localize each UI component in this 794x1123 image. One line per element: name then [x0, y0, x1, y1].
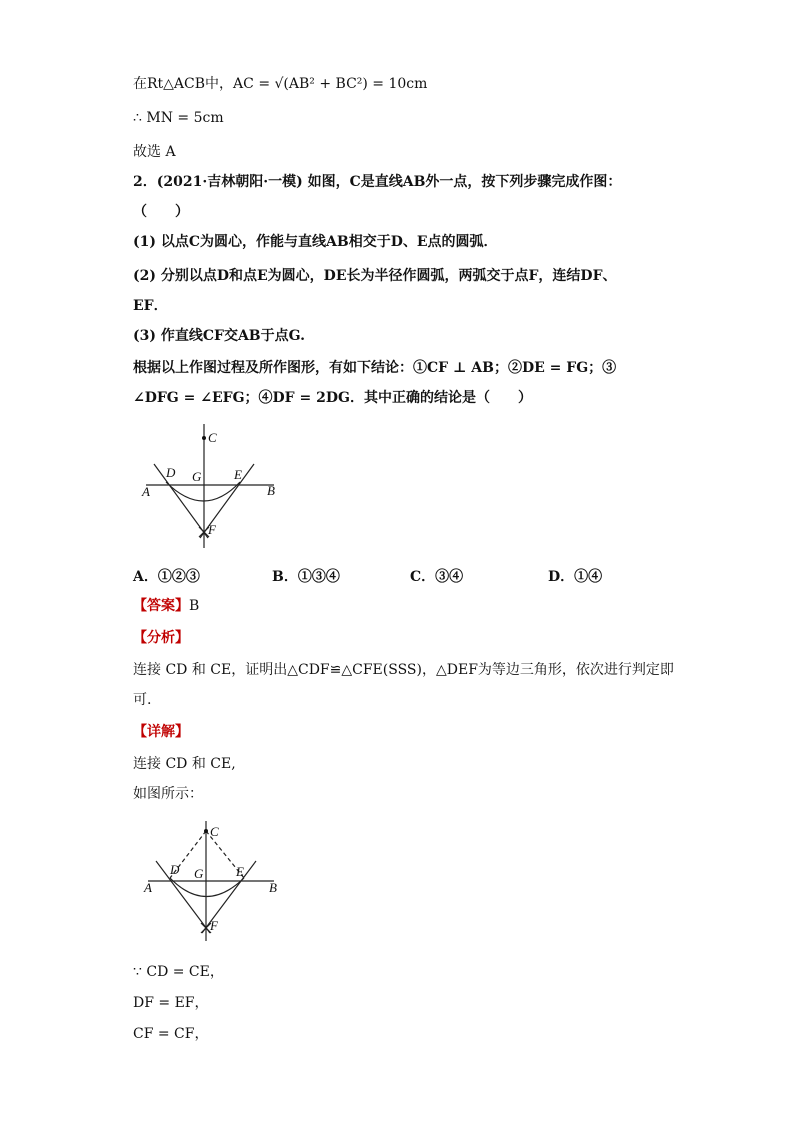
label-g-2: G	[194, 866, 204, 881]
label-f-2: F	[210, 918, 218, 933]
label-f: F	[208, 522, 216, 537]
point-c	[202, 436, 206, 440]
option-a: A．①②③	[133, 569, 200, 585]
label-b: B	[267, 483, 275, 498]
construction-figure-2	[142, 815, 302, 955]
detail-line-4: DF = EF，	[133, 995, 209, 1011]
label-e: E	[234, 467, 242, 482]
analysis-tag: 【分析】	[133, 630, 189, 646]
detail-line-1: 连接 CD 和 CE,	[133, 756, 236, 772]
option-c: C．③④	[410, 569, 464, 585]
label-d-2: D	[170, 862, 180, 877]
question-title: 2．(2021·吉林朝阳·一模) 如图，C是直线AB外一点，按下列步骤完成作图：	[133, 174, 622, 190]
text-line-mn: ∴ MN = 5cm	[133, 110, 224, 126]
analysis-line-2: 可.	[133, 692, 152, 708]
text-line-choose-a: 故选 A	[133, 144, 176, 160]
analysis-line-1: 连接 CD 和 CE，证明出△CDF≌△CFE(SSS)，△DEF为等边三角形，依次进行判定即	[133, 662, 674, 678]
answer-value: B	[189, 598, 200, 614]
point-c-2	[204, 829, 208, 833]
step-1: (1) 以点C为圆心，作能与直线AB相交于D、E点的圆弧．	[133, 234, 498, 250]
label-d: D	[166, 465, 176, 480]
detail-line-2: 如图所示：	[133, 786, 203, 802]
step-2-b: EF．	[133, 298, 168, 314]
answer-line	[133, 596, 199, 616]
detail-line-5: CF = CF，	[133, 1026, 209, 1042]
step-3: (3) 作直线CF交AB于点G.	[133, 328, 305, 344]
option-d: D．①④	[548, 569, 603, 585]
option-b: B．①③④	[272, 569, 340, 585]
text-line-pythagoras: 在Rt△ACB中，AC = √(AB² + BC²) = 10cm	[133, 76, 428, 92]
label-g: G	[192, 469, 202, 484]
label-c: C	[208, 430, 217, 445]
label-a-2: A	[144, 880, 152, 895]
conclusions-a: 根据以上作图过程及所作图形，有如下结论：①CF ⊥ AB；②DE = FG；③	[133, 360, 617, 376]
construction-figure-1	[140, 420, 300, 560]
label-c-2: C	[210, 824, 219, 839]
label-a: A	[142, 484, 150, 499]
step-2-a: (2) 分别以点D和点E为圆心，DE长为半径作圆弧，两弧交于点F，连结DF、	[133, 268, 617, 284]
detail-line-3: ∵ CD = CE，	[133, 964, 224, 980]
answer-tag: 【答案】	[133, 598, 189, 614]
question-paren: （ ）	[133, 204, 189, 220]
detail-tag: 【详解】	[133, 724, 189, 740]
label-b-2: B	[269, 880, 277, 895]
conclusions-b: ∠DFG = ∠EFG；④DF = 2DG．其中正确的结论是（ ）	[133, 390, 532, 406]
label-e-2: E	[236, 864, 244, 879]
